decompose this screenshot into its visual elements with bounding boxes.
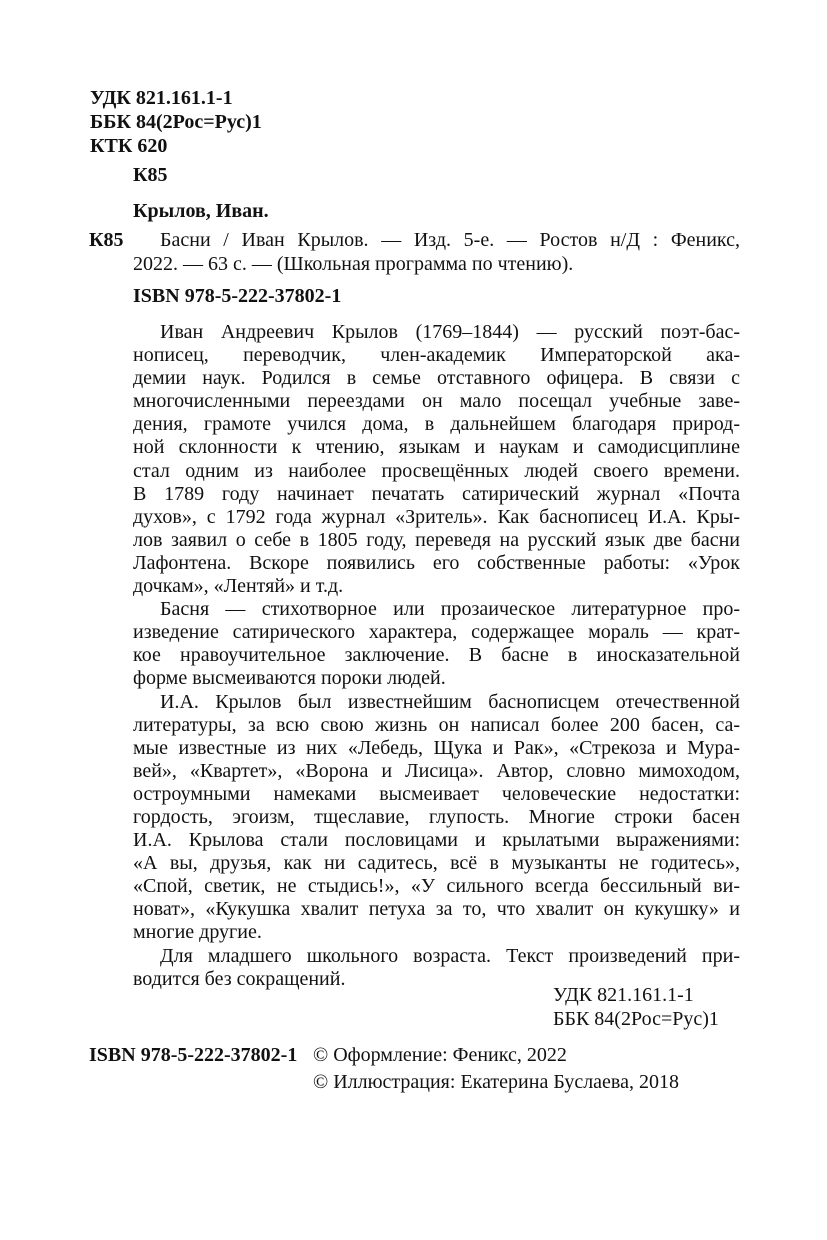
- text-line: «А вы, друзья, как ни садитесь, всё в музыканты не годитесь»,: [133, 852, 740, 875]
- text-line: литературы, за всю свою жизнь он написал более 200 басен, са-: [133, 713, 740, 736]
- text-line: гордость, эгоизм, тщеславие, глупость. Многие строки басен: [133, 805, 740, 828]
- paragraph: [133, 321, 740, 598]
- bibliographic-line-1: Басни / Иван Крылов. — Изд. 5-е. — Ростов н/Д : Феникс,: [160, 229, 740, 251]
- text-line: многие другие.: [133, 921, 262, 944]
- text-line: дочкам», «Лентяй» и т.д.: [133, 575, 344, 598]
- text-line: мые известные из них «Лебедь, Щука и Рак», «Стрекоза и Мура-: [133, 736, 740, 759]
- text-line: Басня — стихотворное или прозаическое литературное про-: [160, 598, 740, 621]
- text-line: В 1789 году начинает печатать сатирический журнал «Почта: [133, 482, 740, 505]
- text-line: ной склонности к чтению, языкам и наукам и самодисциплине: [133, 436, 740, 459]
- text-line: Иван Андреевич Крылов (1769–1844) — русский поэт-бас-: [160, 321, 740, 343]
- footer-isbn: ISBN 978-5-222-37802-1: [89, 1044, 298, 1066]
- text-line: И.А. Крылов был известнейшим баснописцем отечественной: [160, 690, 740, 713]
- text-line: вей», «Квартет», «Ворона и Лисица». Автор, словно мимоходом,: [133, 759, 740, 782]
- text-line: демии наук. Родился в семье отставного офицера. В связи с: [133, 367, 740, 390]
- copyright-illustration: © Иллюстрация: Екатерина Буслаева, 2018: [313, 1071, 679, 1093]
- text-line: лов заявил о себе в 1805 году, переведя на русский язык две басни: [133, 528, 740, 551]
- footer-udk: УДК 821.161.1-1: [553, 984, 694, 1006]
- ktk-code: КТК 620: [90, 135, 168, 157]
- text-line: форме высмеиваются пороки людей.: [133, 667, 446, 690]
- footer-bbk: ББК 84(2Рос=Рус)1: [553, 1008, 719, 1030]
- text-line: дения, грамоте учился дома, в дальнейшем благодаря природ-: [133, 413, 740, 436]
- text-line: кое нравоучительное заключение. В басне в иносказательной: [133, 644, 740, 667]
- text-line: многочисленными переездами он мало посещал учебные заве-: [133, 390, 740, 413]
- text-line: стал одним из наиболее просвещённых людей своего времени.: [133, 459, 740, 482]
- text-line: Лафонтена. Вскоре появились его собственные работы: «Урок: [133, 551, 740, 574]
- text-line: нописец, переводчик, член-академик Императорской ака-: [133, 344, 740, 367]
- author-name: Крылов, Иван.: [133, 200, 269, 222]
- text-line: изведение сатирического характера, содержащее мораль — крат-: [133, 621, 740, 644]
- text-line: «Спой, светик, не стыдись!», «У сильного всегда бессильный ви-: [133, 875, 740, 898]
- text-line: И.А. Крылова стали пословицами и крылатыми выражениями:: [133, 829, 740, 852]
- copyright-design: © Оформление: Феникс, 2022: [313, 1044, 567, 1066]
- paragraph: [133, 598, 740, 690]
- annotation-text: [133, 321, 740, 991]
- bbk-code: ББК 84(2Рос=Рус)1: [90, 111, 262, 133]
- bibliographic-line-2: 2022. — 63 с. — (Школьная программа по чтению).: [133, 253, 574, 275]
- isbn: ISBN 978-5-222-37802-1: [133, 285, 342, 307]
- text-line: Для младшего школьного возраста. Текст произведений при-: [160, 944, 740, 967]
- text-line: остроумными намеками высмеивает человеческие недостатки:: [133, 782, 740, 805]
- author-sign: К85: [133, 164, 168, 186]
- udk-code: УДК 821.161.1-1: [90, 87, 233, 109]
- text-line: новат», «Кукушка хвалит петуха за то, что хвалит он кукушку» и: [133, 898, 740, 921]
- text-line: духов», с 1792 года журнал «Зритель». Как баснописец И.А. Кры-: [133, 505, 740, 528]
- paragraph: [133, 691, 740, 945]
- text-line: водится без сокращений.: [133, 967, 346, 990]
- author-sign-left: К85: [89, 229, 124, 251]
